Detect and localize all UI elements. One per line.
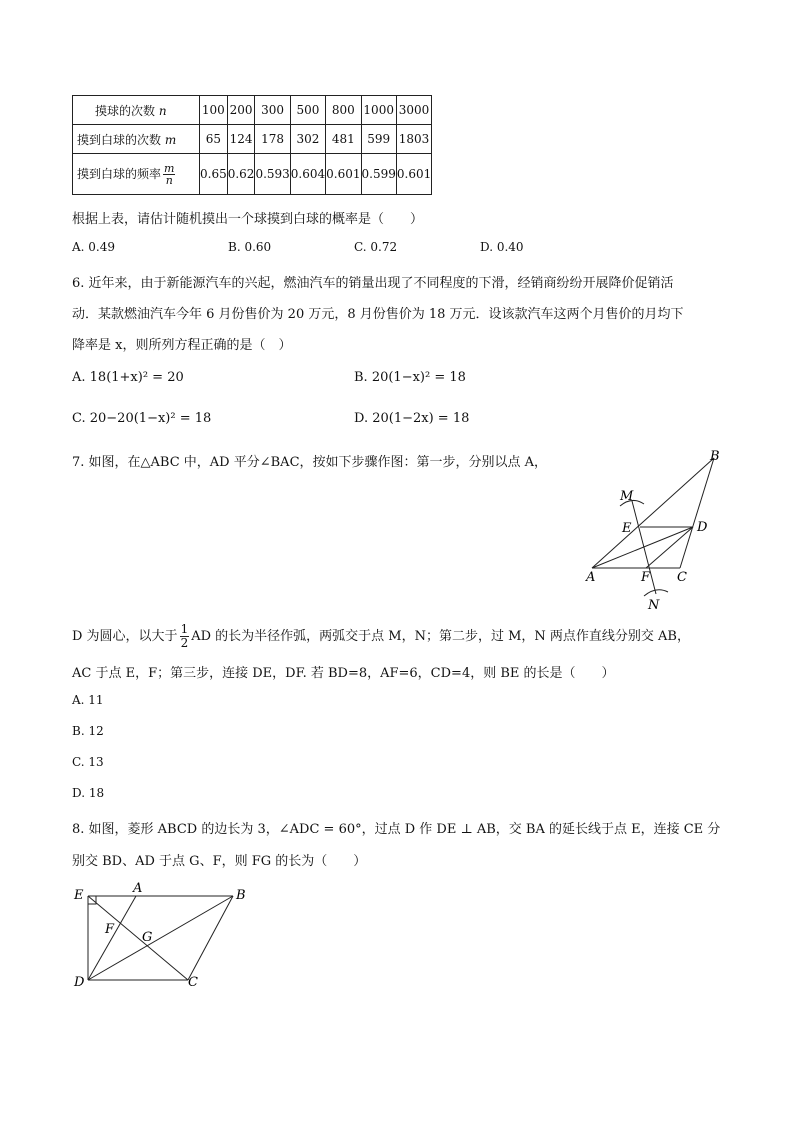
table-cell: 0.65 (200, 154, 228, 195)
table-cell: 300 (255, 96, 290, 125)
fraction (163, 163, 175, 186)
q7-option-d: D. 18 (72, 786, 105, 800)
frequency-table (72, 95, 432, 195)
fraction (180, 623, 190, 650)
table-cell: 124 (227, 125, 255, 154)
table-cell: 0.62 (227, 154, 255, 195)
line-ab (592, 458, 714, 568)
table-row (73, 125, 432, 154)
table-cell: 100 (200, 96, 228, 125)
label-f: F (105, 922, 115, 937)
fraction-denominator: n (165, 173, 173, 187)
line-bc (680, 458, 714, 568)
label-a: A (586, 570, 596, 585)
row-header (73, 96, 200, 125)
row-header (73, 125, 200, 154)
q8-line-2: 别交 BD、AD 于点 G、F，则 FG 的长为（ ） (72, 854, 367, 869)
table-cell: 178 (255, 125, 290, 154)
label-g: G (142, 930, 153, 945)
table-cell: 0.601 (326, 154, 361, 195)
table-cell: 1000 (361, 96, 396, 125)
q7-option-c: C. 13 (72, 755, 104, 769)
q8-figure (68, 880, 268, 995)
table-cell: 500 (290, 96, 325, 125)
q7-line-2-post: AD 的长为半径作弧，两弧交于点 M，N；第二步，过 M，N 两点作直线分别交 AB， (191, 629, 690, 644)
table-row (73, 96, 432, 125)
table-cell: 200 (227, 96, 255, 125)
fraction-numerator: 1 (180, 622, 189, 636)
q6-option-c: C. 20−20(1−x)² = 18 (72, 411, 212, 426)
table-cell: 599 (361, 125, 396, 154)
label-b: B (236, 888, 246, 903)
row-header-var: m (164, 132, 177, 147)
q6-option-a: A. 18(1+x)² = 20 (72, 370, 184, 385)
q6-line-3: 降率是 x，则所列方程正确的是（ ） (72, 338, 292, 353)
q6-line-2: 动．某款燃油汽车今年 6 月份售价为 20 万元，8 月份售价为 18 万元．设该款汽车这两个月售价的月均下 (72, 307, 684, 322)
q7-line-3: AC 于点 E，F；第三步，连接 DE，DF. 若 BD=8，AF=6，CD=4，则 BE 的长是（ ） (72, 666, 615, 681)
label-c: C (677, 570, 687, 585)
q7-option-a: A. 11 (72, 693, 104, 707)
line-da (88, 896, 136, 980)
label-b: B (710, 449, 720, 464)
table-cell: 65 (200, 125, 228, 154)
label-d: D (74, 975, 85, 990)
q7-figure (580, 446, 730, 616)
q5-option-c: C. 0.72 (354, 240, 398, 254)
row-header-label: 摸到白球的次数 (77, 132, 162, 147)
row-header-label: 摸球的次数 (95, 103, 156, 118)
q8-line-1: 8. 如图，菱形 ABCD 的边长为 3，∠ADC = 60°，过点 D 作 DE ⊥ AB，交 BA 的延长线于点 E，连接 CE 分 (72, 822, 721, 837)
table-cell: 481 (326, 125, 361, 154)
label-d: D (697, 520, 708, 535)
table-row (73, 154, 432, 195)
table-cell: 800 (326, 96, 361, 125)
table-cell: 1803 (396, 125, 431, 154)
q7-option-b: B. 12 (72, 724, 104, 738)
line-ec (88, 896, 188, 980)
q7-line-2-pre: D 为圆心，以大于 (72, 629, 178, 644)
q5-option-a: A. 0.49 (72, 240, 116, 254)
label-f: F (641, 570, 651, 585)
label-a: A (133, 881, 143, 896)
row-header (73, 154, 200, 195)
table-cell: 0.599 (361, 154, 396, 195)
label-c: C (188, 975, 198, 990)
q5-option-b: B. 0.60 (228, 240, 272, 254)
q5-prompt: 根据上表，请估计随机摸出一个球摸到白球的概率是（ ） (72, 212, 424, 227)
label-e: E (74, 888, 84, 903)
row-header-var: n (158, 103, 167, 118)
fraction-denominator: 2 (180, 636, 189, 650)
table-cell: 0.601 (396, 154, 431, 195)
q6-line-1: 6. 近年来，由于新能源汽车的兴起，燃油汽车的销量出现了不同程度的下滑，经销商纷纷开展降价促销活 (72, 276, 674, 291)
label-e: E (622, 521, 632, 536)
table-cell: 3000 (396, 96, 431, 125)
label-m: M (620, 489, 634, 504)
table-cell: 302 (290, 125, 325, 154)
q5-option-d: D. 0.40 (480, 240, 524, 254)
table-cell: 0.604 (290, 154, 325, 195)
row-header-label: 摸到白球的频率 (77, 166, 162, 181)
fraction-numerator: m (164, 161, 175, 175)
q7-line-1: 7. 如图，在△ABC 中，AD 平分∠BAC，按如下步骤作图：第一步，分别以点 A， (72, 455, 548, 470)
table-cell: 0.593 (255, 154, 290, 195)
label-n: N (648, 598, 660, 613)
line-db (88, 896, 233, 980)
q6-option-d: D. 20(1−2x) = 18 (354, 411, 470, 426)
line-ad (592, 527, 693, 568)
q6-option-b: B. 20(1−x)² = 18 (354, 370, 466, 385)
q7-line-2 (72, 623, 690, 650)
